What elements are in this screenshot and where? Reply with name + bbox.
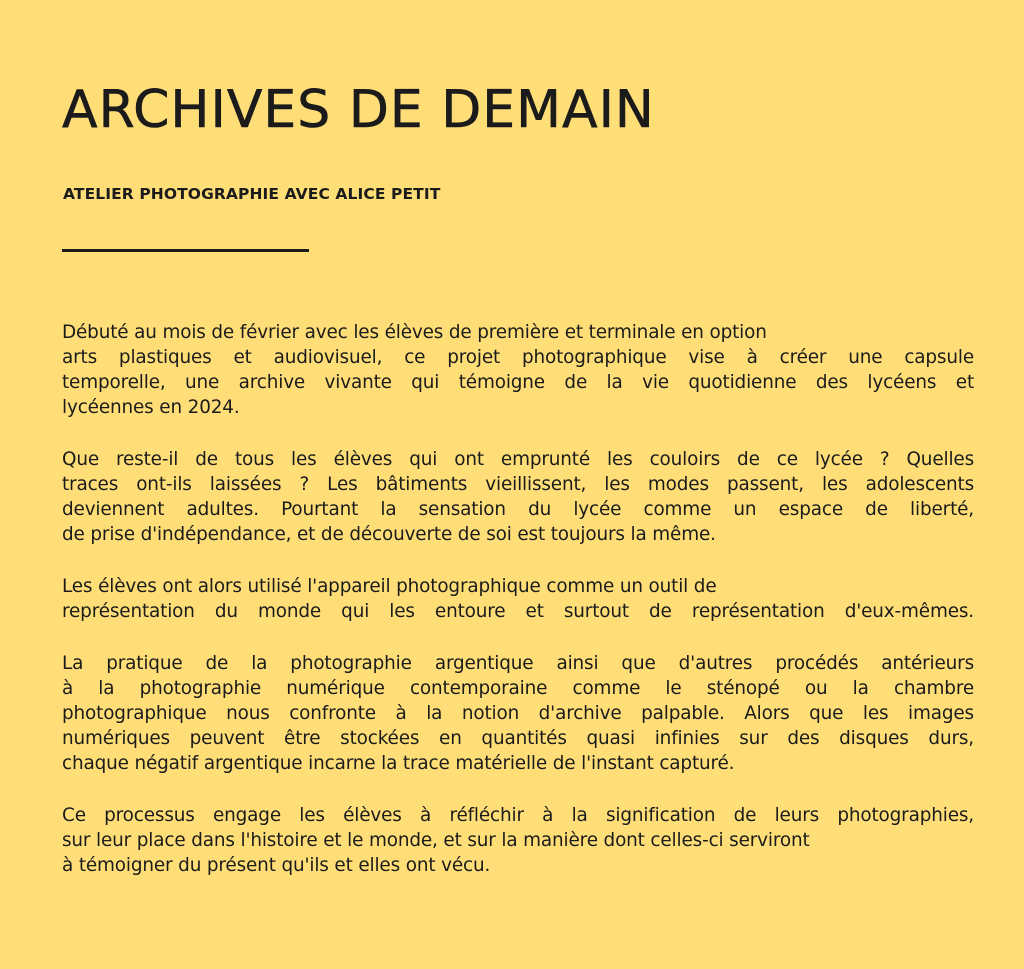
text-line: à témoigner du présent qu'ils et elles ont vécu. <box>62 855 491 876</box>
text-line: à la photographie numérique contemporaine comme le sténopé ou la chambre <box>62 678 974 699</box>
text-line: Débuté au mois de février avec les élèves de première et terminale en option <box>62 322 767 343</box>
text-line: Ce processus engage les élèves à réfléchir à la signification de leurs photographies, <box>62 805 974 826</box>
text-line: chaque négatif argentique incarne la trace matérielle de l'instant capturé. <box>62 753 735 774</box>
body-text <box>62 320 974 905</box>
paragraph-1 <box>62 320 974 420</box>
text-line: Que reste-il de tous les élèves qui ont emprunté les couloirs de ce lycée ? Quelles <box>62 449 974 470</box>
title-divider <box>62 249 309 252</box>
text-line: Les élèves ont alors utilisé l'appareil photographique comme un outil de <box>62 576 717 597</box>
paragraph-4 <box>62 651 974 776</box>
page-subtitle: ATELIER PHOTOGRAPHIE AVEC ALICE PETIT <box>63 185 441 203</box>
paragraph-2 <box>62 447 974 547</box>
paragraph-3 <box>62 574 974 624</box>
text-line: photographique nous confronte à la notion d'archive palpable. Alors que les images <box>62 703 974 724</box>
text-line: de prise d'indépendance, et de découverte de soi est toujours la même. <box>62 524 716 545</box>
text-line: deviennent adultes. Pourtant la sensation du lycée comme un espace de liberté, <box>62 499 974 520</box>
paragraph-5 <box>62 803 974 878</box>
text-line: sur leur place dans l'histoire et le monde, et sur la manière dont celles-ci serviront <box>62 830 810 851</box>
page-title: ARCHIVES DE DEMAIN <box>62 80 655 140</box>
text-line: traces ont-ils laissées ? Les bâtiments vieillissent, les modes passent, les adolescents <box>62 474 974 495</box>
text-line: lycéennes en 2024. <box>62 397 240 418</box>
text-line: représentation du monde qui les entoure et surtout de représentation d'eux-mêmes. <box>62 601 974 622</box>
text-line: La pratique de la photographie argentique ainsi que d'autres procédés antérieurs <box>62 653 974 674</box>
text-line: arts plastiques et audiovisuel, ce projet photographique vise à créer une capsule <box>62 347 974 368</box>
text-line: numériques peuvent être stockées en quantités quasi infinies sur des disques durs, <box>62 728 974 749</box>
text-line: temporelle, une archive vivante qui témoigne de la vie quotidienne des lycéens et <box>62 372 974 393</box>
